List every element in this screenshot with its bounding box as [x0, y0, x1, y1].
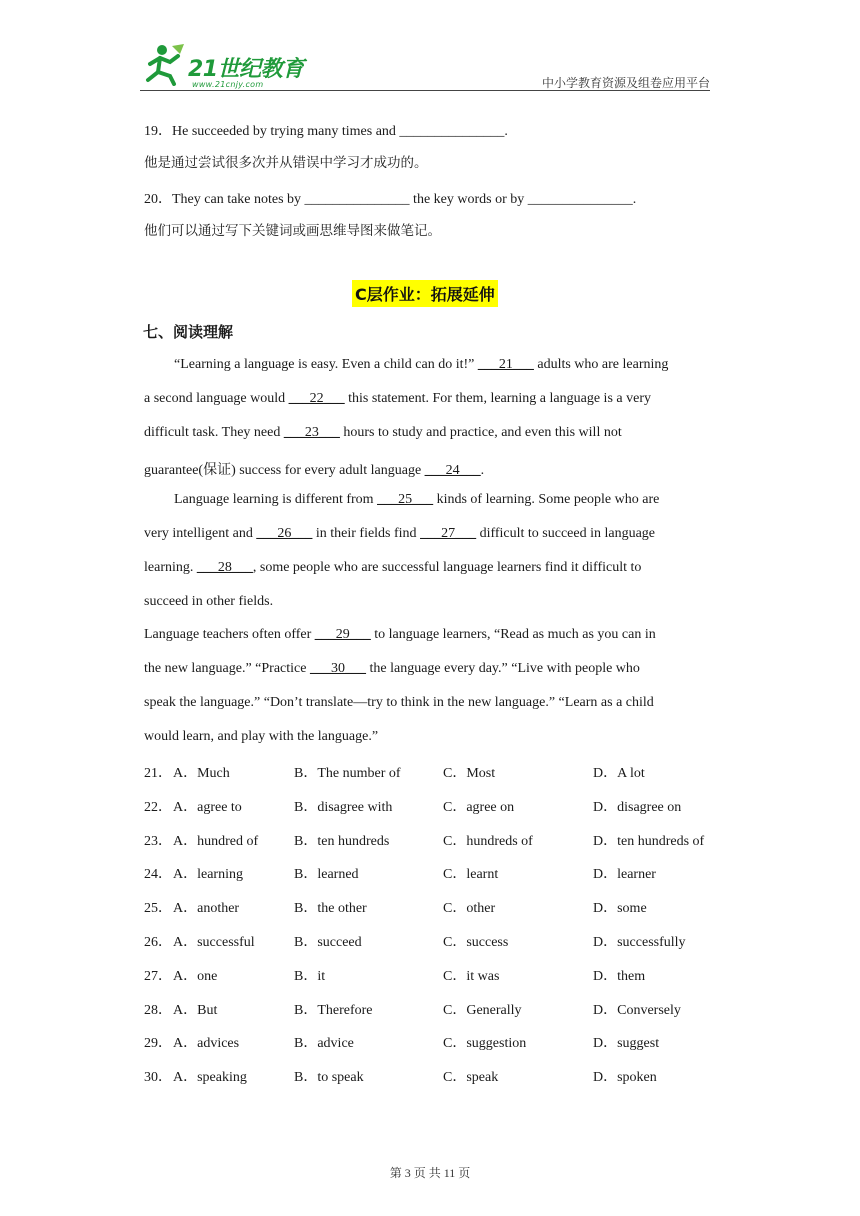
- section-title: C层作业：拓展延伸: [352, 280, 498, 307]
- blank-number: ___25___: [377, 492, 434, 507]
- option-row: [144, 830, 744, 850]
- passage-text: a second language would: [144, 391, 289, 406]
- passage-line: [144, 661, 724, 677]
- passage-text: the language every day.” “Live with people who: [365, 661, 640, 676]
- option-d: D．some: [593, 901, 647, 917]
- option-d: D．them: [593, 968, 646, 984]
- option-a: A．hundred of: [173, 833, 259, 849]
- option-d: D．ten hundreds of: [593, 833, 705, 849]
- passage-text: learning.: [144, 560, 197, 575]
- passage-text: .: [480, 463, 485, 478]
- option-b: B．The number of: [294, 766, 401, 781]
- option-b: B．succeed: [294, 935, 362, 950]
- question-number: 23．: [144, 833, 172, 849]
- option-a: A．another: [173, 901, 240, 917]
- option-d: D．suggest: [593, 1036, 660, 1052]
- passage-line: [144, 391, 724, 407]
- passage-text: difficult to succeed in language: [476, 526, 656, 541]
- option-b: B．advice: [294, 1036, 354, 1052]
- passage-line: [144, 627, 724, 643]
- passage-line: [144, 459, 724, 479]
- option-d: D．learner: [593, 867, 656, 883]
- question-number: 27．: [144, 968, 172, 984]
- option-c: C．other: [443, 901, 496, 917]
- question-number: 30．: [144, 1070, 172, 1086]
- passage-line: [174, 492, 754, 508]
- blank-number: ___21___: [477, 357, 534, 372]
- option-d: D．spoken: [593, 1070, 657, 1086]
- blank-number: ___22___: [288, 391, 345, 406]
- passage-line: [174, 357, 754, 373]
- translation-item-19-en: 19．He succeeded by trying many times and _______________.: [144, 124, 508, 139]
- option-c: C．suggestion: [443, 1036, 527, 1052]
- passage-text: kinds of learning. Some people who are: [433, 492, 660, 507]
- option-d: D．A lot: [593, 766, 645, 781]
- option-row: [144, 863, 744, 883]
- runner-logo-icon: [140, 42, 188, 86]
- blank-number: ___26___: [256, 526, 313, 541]
- option-d: D．successfully: [593, 935, 686, 950]
- platform-name: 中小学教育资源及组卷应用平台: [541, 76, 710, 90]
- option-row: [144, 1066, 744, 1086]
- question-number: 24．: [144, 867, 172, 883]
- blank-number: ___29___: [314, 627, 371, 642]
- option-a: A．successful: [173, 935, 255, 950]
- passage-text: Language teachers often offer: [144, 627, 315, 642]
- passage-text: difficult task. They need: [144, 425, 284, 440]
- option-d: D．disagree on: [593, 799, 682, 815]
- option-a: A．Much: [173, 766, 230, 781]
- passage-text: the new language.” “Practice: [144, 661, 310, 676]
- passage-text: hours to study and practice, and even this will not: [339, 425, 622, 440]
- passage-line: [144, 560, 724, 576]
- option-c: C．it was: [443, 968, 500, 984]
- option-a: A．advices: [173, 1036, 240, 1052]
- option-a: A．agree to: [173, 799, 242, 815]
- blank-number: ___27___: [420, 526, 477, 541]
- option-b: B．ten hundreds: [294, 833, 390, 849]
- question-number: 29．: [144, 1036, 172, 1052]
- option-c: C．agree on: [443, 799, 515, 815]
- passage-text: to language learners, “Read as much as you can in: [370, 627, 656, 642]
- question-number: 22．: [144, 799, 172, 815]
- option-a: A．one: [173, 968, 218, 984]
- passage-line: [144, 729, 724, 745]
- option-c: C．success: [443, 935, 509, 950]
- option-row: [144, 796, 744, 816]
- translation-item-19-zh: 他是通过尝试很多次并从错误中学习才成功的。: [144, 155, 428, 171]
- option-b: B．the other: [294, 901, 367, 917]
- blank-number: ___30___: [309, 661, 366, 676]
- passage-text: this statement. For them, learning a language is a very: [344, 391, 651, 406]
- option-c: C．hundreds of: [443, 833, 533, 849]
- blank-number: ___23___: [283, 425, 340, 440]
- option-b: B．to speak: [294, 1070, 364, 1086]
- option-row: [144, 1032, 744, 1052]
- option-row: [144, 897, 744, 917]
- passage-text: would learn, and play with the language.”: [144, 729, 379, 744]
- option-row: [144, 999, 744, 1019]
- passage-text: very intelligent and: [144, 526, 257, 541]
- passage-text: succeed in other fields.: [144, 594, 274, 609]
- translation-item-20-zh: 他们可以通过写下关键词或画思维导图来做笔记。: [144, 223, 441, 239]
- question-number: 26．: [144, 935, 172, 950]
- option-a: A．learning: [173, 867, 243, 883]
- passage-text: guarantee(保证) success for every adult language: [144, 463, 425, 478]
- passage-text: “Learning a language is easy. Even a child can do it!”: [174, 357, 478, 372]
- option-c: C．learnt: [443, 867, 499, 883]
- passage-text: adults who are learning: [533, 357, 669, 372]
- option-row: [144, 931, 744, 951]
- option-b: B．learned: [294, 867, 359, 883]
- question-number: 28．: [144, 1002, 172, 1018]
- passage-line: [144, 594, 724, 610]
- option-c: C．speak: [443, 1070, 499, 1086]
- page-footer: 第 3 页 共 11 页: [389, 1166, 471, 1180]
- passage-line: [144, 526, 724, 542]
- passage-line: [144, 695, 724, 711]
- option-c: C．Generally: [443, 1002, 522, 1018]
- option-b: B．Therefore: [294, 1002, 373, 1018]
- option-row: [144, 965, 744, 985]
- passage-text: Language learning is different from: [174, 492, 378, 507]
- blank-number: ___24___: [424, 463, 481, 478]
- option-b: B．disagree with: [294, 799, 393, 815]
- question-number: 21．: [144, 766, 172, 781]
- option-b: B．it: [294, 968, 326, 984]
- logo-text: 21世纪教育: [188, 57, 304, 82]
- reading-heading: 七、阅读理解: [143, 323, 234, 341]
- option-c: C．Most: [443, 766, 496, 781]
- passage-text: , some people who are successful language learners find it difficult to: [252, 560, 642, 575]
- passage-text: speak the language.” “Don’t translate—try to think in the new language.” “Learn as a child: [144, 695, 654, 710]
- site-logo: [140, 42, 305, 90]
- option-row: [144, 762, 744, 782]
- passage-text: in their fields find: [312, 526, 421, 541]
- option-d: D．Conversely: [593, 1002, 681, 1018]
- header-divider: [140, 90, 710, 91]
- option-a: A．But: [173, 1002, 218, 1018]
- question-number: 25．: [144, 901, 172, 917]
- blank-number: ___28___: [196, 560, 253, 575]
- logo-url: www.21cnjy.com: [192, 80, 264, 89]
- passage-line: [144, 425, 724, 441]
- option-a: A．speaking: [173, 1070, 247, 1086]
- translation-item-20-en: 20．They can take notes by _______________ the key words or by _______________.: [144, 192, 637, 207]
